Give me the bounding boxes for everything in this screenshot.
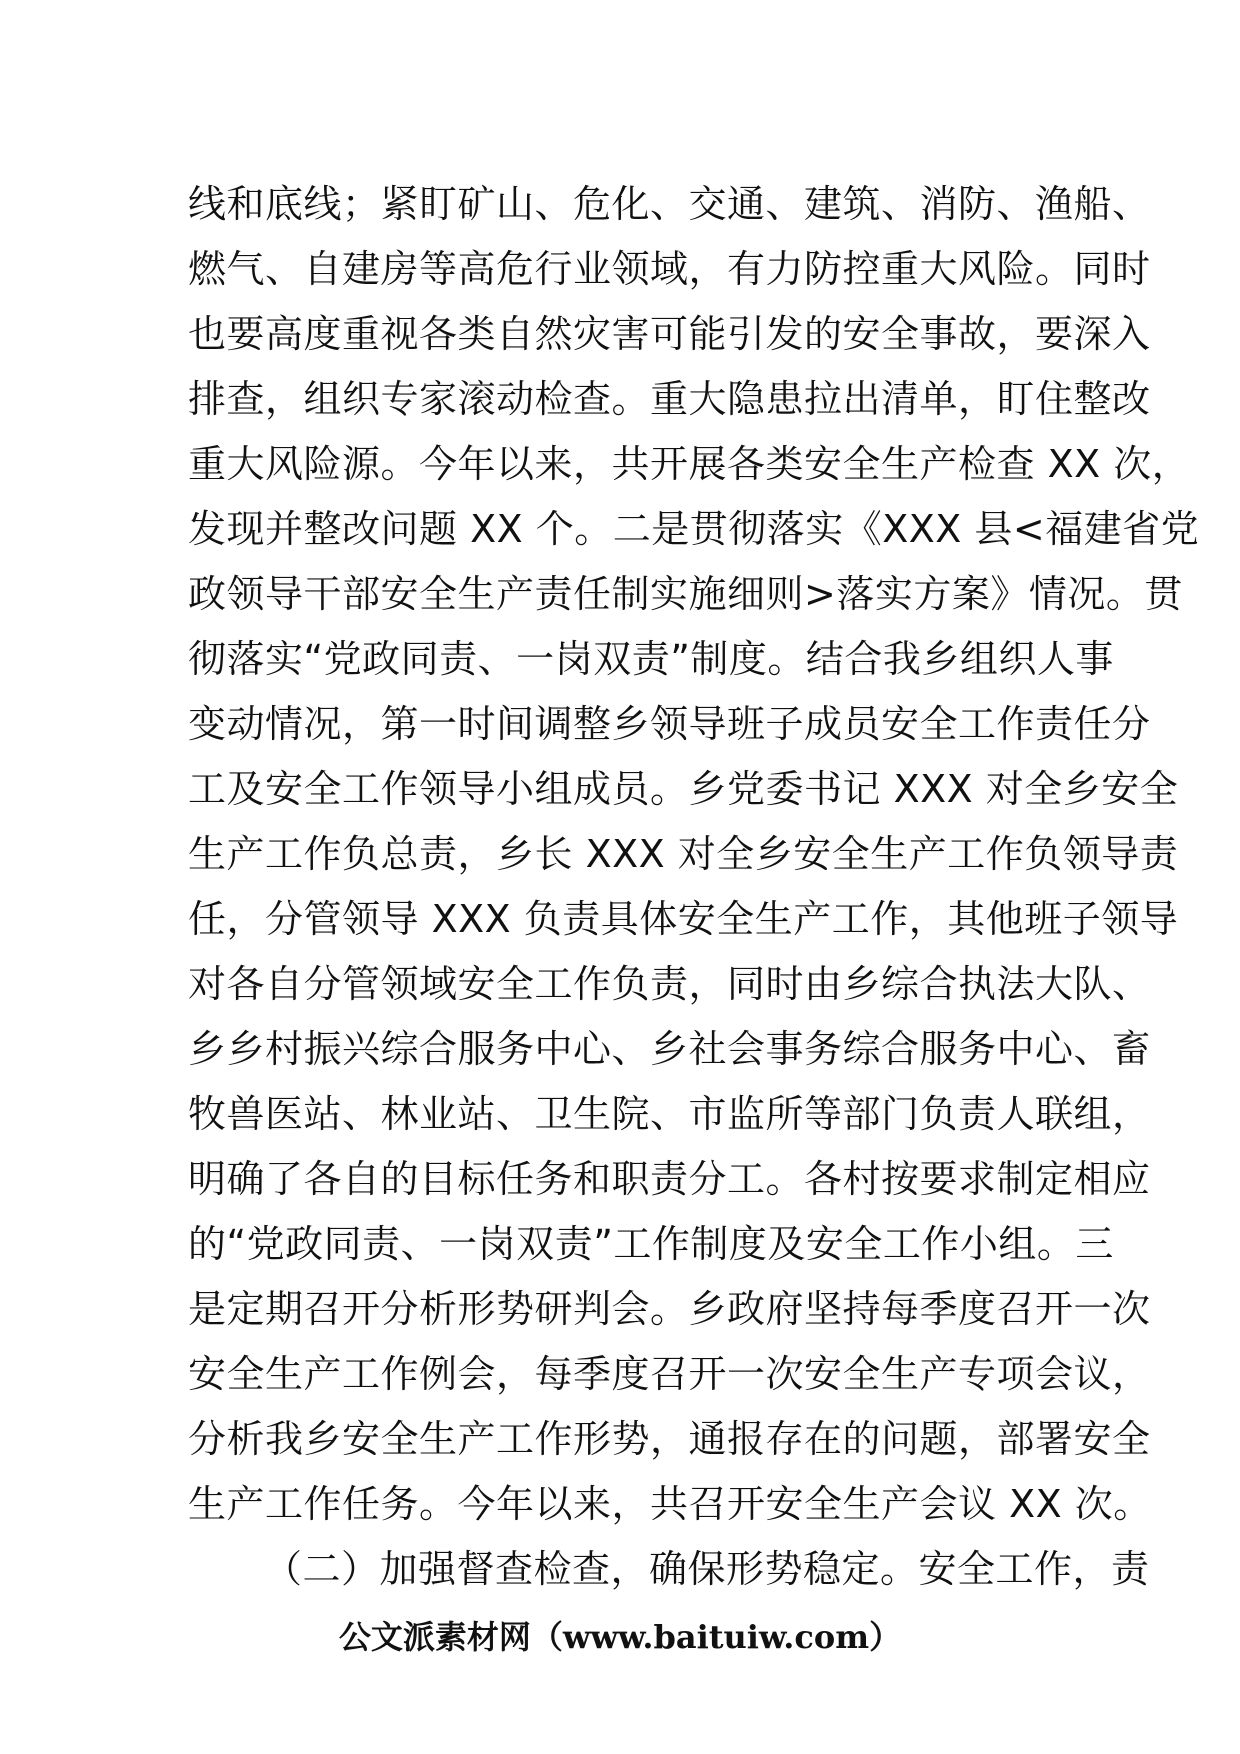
text-line: 分析我乡安全生产工作形势，通报存在的问题，部署安全: [188, 1417, 1151, 1461]
text-line: 是定期召开分析形势研判会。乡政府坚持每季度召开一次: [188, 1287, 1151, 1331]
text-line: 彻落实“党政同责、一岗双责”制度。结合我乡组织人事: [188, 637, 1114, 681]
text-line: 燃气、自建房等高危行业领域，有力防控重大风险。同时: [188, 247, 1151, 291]
text-line: 也要高度重视各类自然灾害可能引发的安全事故，要深入: [188, 312, 1151, 356]
text-line: 乡乡村振兴综合服务中心、乡社会事务综合服务中心、畜: [188, 1027, 1151, 1071]
text-line: 排查，组织专家滚动检查。重大隐患拉出清单，盯住整改: [188, 377, 1151, 421]
text-line: 明确了各自的目标任务和职责分工。各村按要求制定相应: [188, 1157, 1151, 1201]
text-line: 生产工作负总责，乡长 XXX 对全乡安全生产工作负领导责: [188, 832, 1179, 876]
text-line: 变动情况，第一时间调整乡领导班子成员安全工作责任分: [188, 702, 1151, 746]
text-line: 对各自分管领域安全工作负责，同时由乡综合执法大队、: [188, 962, 1151, 1006]
text-line: 重大风险源。今年以来，共开展各类安全生产检查 XX 次，: [188, 442, 1191, 486]
text-line: 安全生产工作例会，每季度召开一次安全生产专项会议，: [188, 1352, 1151, 1396]
text-line: 工及安全工作领导小组成员。乡党委书记 XXX 对全乡安全: [188, 767, 1179, 811]
text-line: 的“党政同责、一岗双责”工作制度及安全工作小组。三: [188, 1222, 1114, 1266]
text-line: 牧兽医站、林业站、卫生院、市监所等部门负责人联组，: [188, 1092, 1151, 1136]
text-line: 线和底线；紧盯矿山、危化、交通、建筑、消防、渔船、: [188, 182, 1151, 226]
text-line: 生产工作任务。今年以来，共召开安全生产会议 XX 次。: [188, 1482, 1152, 1526]
text-line: 政领导干部安全生产责任制实施细则>落实方案》情况。贯: [188, 572, 1183, 616]
text-line: 任，分管领导 XXX 负责具体安全生产工作，其他班子领导: [188, 897, 1179, 941]
body-text: [188, 172, 1200, 1602]
section-heading-line: （二）加强督查检查，确保形势稳定。安全工作，责: [264, 1547, 1150, 1591]
text-line: 发现并整改问题 XX 个。二是贯彻落实《XXX 县<福建省党: [188, 507, 1200, 551]
footer-watermark: 公文派素材网（www.baituiw.com）: [338, 1618, 902, 1656]
